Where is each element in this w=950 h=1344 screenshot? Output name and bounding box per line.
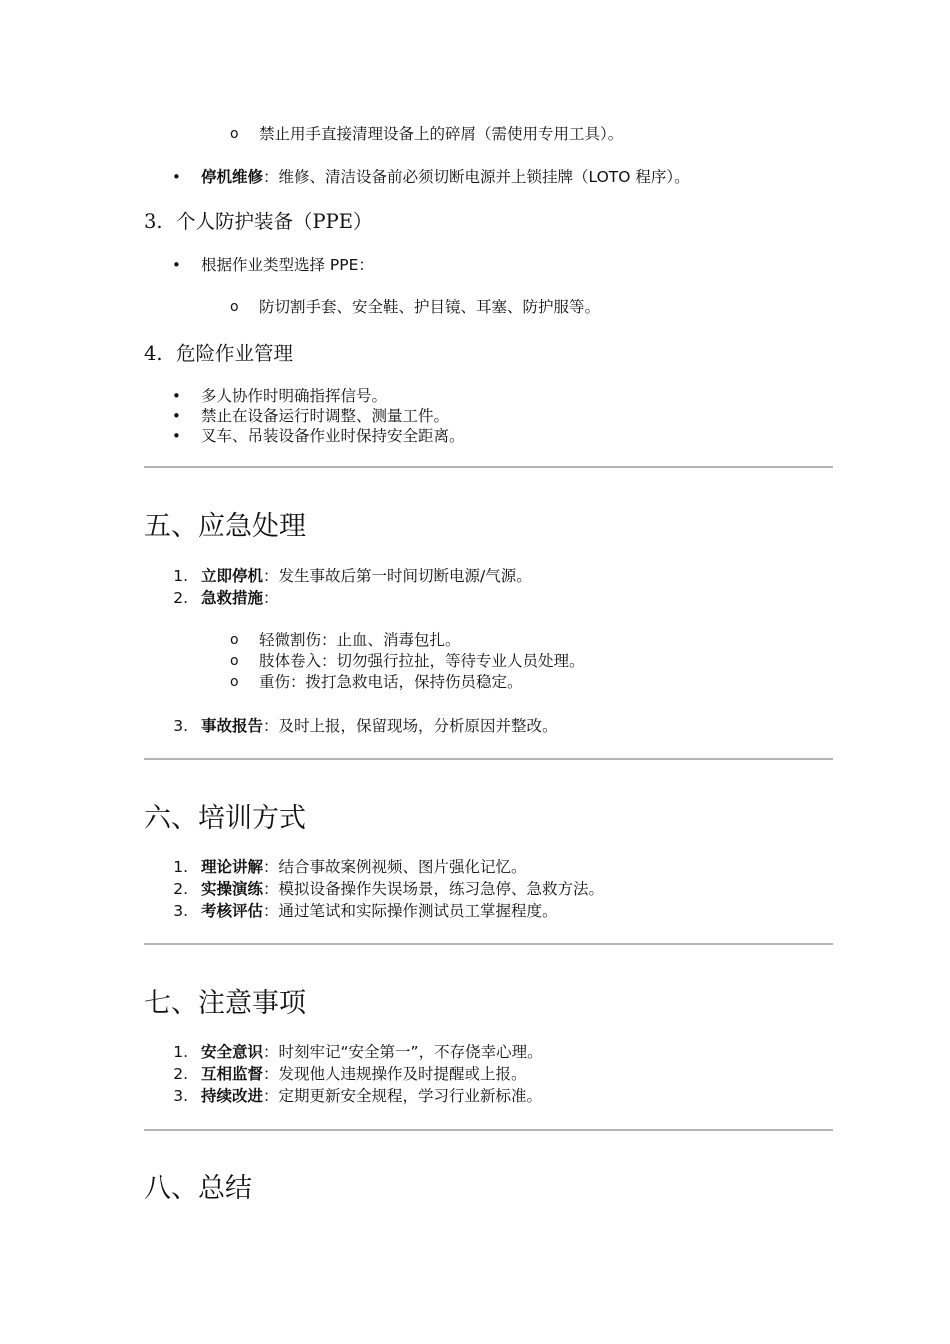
- list-item: 互相监督：发现他人违规操作及时提醒或上报。: [201, 1065, 527, 1083]
- sub-list-item: 轻微割伤：止血、消毒包扎。: [259, 631, 461, 649]
- sub-bullet-marker: o: [230, 299, 239, 315]
- list-number: 2.: [173, 880, 188, 898]
- bold-term: 实操演练: [201, 880, 264, 898]
- list-number: 1.: [173, 567, 188, 585]
- list-number: 2.: [173, 1065, 188, 1083]
- bullet-marker: •: [172, 168, 181, 186]
- bullet-marker: •: [172, 407, 181, 425]
- bullet-marker: •: [172, 387, 181, 405]
- sub-bullet-marker: o: [230, 674, 239, 690]
- list-item-stop: 立即停机：发生事故后第一时间切断电源/气源。: [201, 567, 532, 585]
- section-title-summary: 八、总结: [144, 1173, 252, 1204]
- sub-bullet-marker: o: [230, 653, 239, 669]
- list-item: 安全意识：时刻牢记“安全第一”，不存侥幸心理。: [201, 1043, 543, 1061]
- list-item: 实操演练：模拟设备操作失误场景，练习急停、急救方法。: [201, 880, 605, 898]
- list-item: 叉车、吊装设备作业时保持安全距离。: [201, 427, 465, 445]
- bold-term: 停机维修: [201, 168, 264, 186]
- bold-term: 考核评估: [201, 902, 264, 920]
- sub-bullet-marker: o: [230, 632, 239, 648]
- list-item-first-aid: 急救措施：: [201, 589, 279, 607]
- list-item-report: 事故报告：及时上报，保留现场，分析原因并整改。: [201, 717, 558, 735]
- list-item-ppe: 根据作业类型选择 PPE：: [201, 256, 374, 274]
- sub-list-item: 防切割手套、安全鞋、护目镜、耳塞、防护服等。: [259, 298, 601, 316]
- section-divider: [144, 943, 833, 945]
- sub-list-item: 禁止用手直接清理设备上的碎屑（需使用专用工具）。: [259, 125, 624, 143]
- section-title-emergency: 五、应急处理: [144, 511, 306, 542]
- section-title-notes: 七、注意事项: [144, 988, 306, 1019]
- heading-danger-number: 4.: [144, 342, 163, 365]
- list-number: 2.: [173, 589, 188, 607]
- list-number: 3.: [173, 902, 188, 920]
- bullet-marker: •: [172, 256, 181, 274]
- section-divider: [144, 1129, 833, 1131]
- heading-danger: 危险作业管理: [176, 342, 294, 365]
- list-item-shutdown-maintenance: 停机维修：维修、清洁设备前必须切断电源并上锁挂牌（LOTO 程序）。: [201, 168, 690, 186]
- section-divider: [144, 466, 833, 468]
- heading-ppe-number: 3.: [144, 210, 163, 233]
- bold-term: 事故报告: [201, 717, 264, 735]
- bullet-marker: •: [172, 427, 181, 445]
- list-number: 1.: [173, 1043, 188, 1061]
- bold-term: 急救措施: [201, 589, 264, 607]
- list-item: 多人协作时明确指挥信号。: [201, 387, 388, 405]
- bold-term: 互相监督: [201, 1065, 264, 1083]
- list-number: 1.: [173, 858, 188, 876]
- bold-term: 安全意识: [201, 1043, 264, 1061]
- list-item: 禁止在设备运行时调整、测量工件。: [201, 407, 450, 425]
- list-number: 3.: [173, 717, 188, 735]
- bold-term: 持续改进: [201, 1087, 264, 1105]
- sub-list-item: 重伤：拨打急救电话，保持伤员稳定。: [259, 673, 523, 691]
- list-item: 持续改进：定期更新安全规程，学习行业新标准。: [201, 1087, 543, 1105]
- sub-bullet-marker: o: [230, 126, 239, 142]
- section-title-training: 六、培训方式: [144, 803, 306, 834]
- bold-term: 立即停机: [201, 567, 264, 585]
- bold-term: 理论讲解: [201, 858, 264, 876]
- sub-list-item: 肢体卷入：切勿强行拉扯，等待专业人员处理。: [259, 652, 585, 670]
- heading-ppe: 个人防护装备（PPE）: [176, 210, 373, 233]
- list-item: 理论讲解：结合事故案例视频、图片强化记忆。: [201, 858, 527, 876]
- list-item: 考核评估：通过笔试和实际操作测试员工掌握程度。: [201, 902, 558, 920]
- section-divider: [144, 758, 833, 760]
- list-number: 3.: [173, 1087, 188, 1105]
